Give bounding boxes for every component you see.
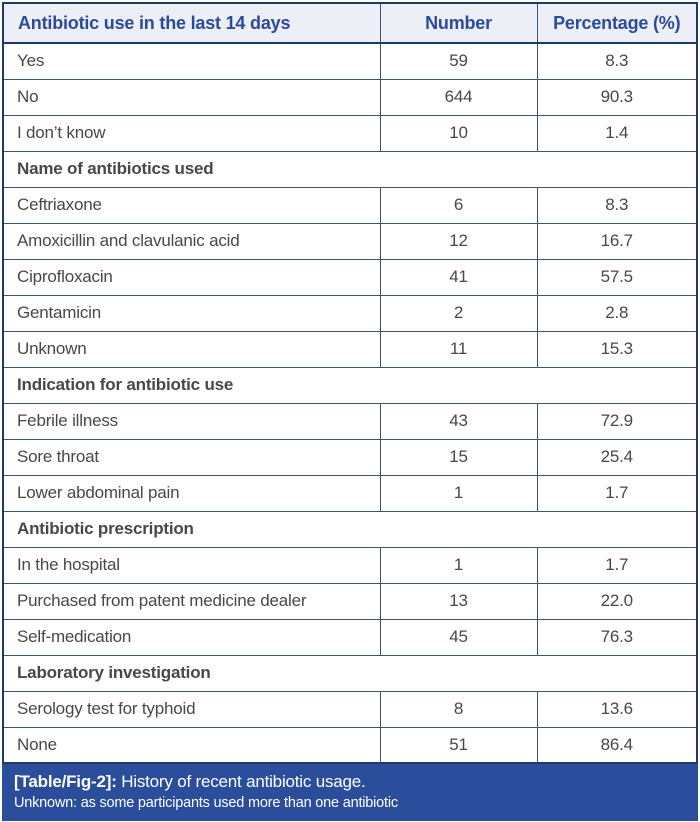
- row-percentage: 2.8: [537, 295, 697, 331]
- row-number: 11: [380, 331, 537, 367]
- section-row: [3, 511, 697, 547]
- section-label: Name of antibiotics used: [3, 151, 697, 187]
- table-row: [3, 115, 697, 151]
- row-percentage: 90.3: [537, 79, 697, 115]
- row-number: 43: [380, 403, 537, 439]
- table-row: [3, 439, 697, 475]
- table-row: [3, 475, 697, 511]
- caption-tag: [Table/Fig-2]:: [14, 772, 117, 791]
- section-row: [3, 367, 697, 403]
- row-label: Yes: [3, 43, 380, 79]
- row-label: Purchased from patent medicine dealer: [3, 583, 380, 619]
- row-percentage: 22.0: [537, 583, 697, 619]
- table-row: [3, 295, 697, 331]
- header-percentage: Percentage (%): [537, 3, 697, 43]
- row-percentage: 8.3: [537, 43, 697, 79]
- header-row: [3, 3, 697, 43]
- row-label: Unknown: [3, 331, 380, 367]
- section-row: [3, 655, 697, 691]
- row-label: Gentamicin: [3, 295, 380, 331]
- row-number: 45: [380, 619, 537, 655]
- row-number: 8: [380, 691, 537, 727]
- row-label: Serology test for typhoid: [3, 691, 380, 727]
- table-row: [3, 583, 697, 619]
- row-label: Ceftriaxone: [3, 187, 380, 223]
- header-variable: Antibiotic use in the last 14 days: [3, 3, 380, 43]
- table-row: [3, 259, 697, 295]
- row-number: 15: [380, 439, 537, 475]
- table-caption-banner: [2, 764, 698, 821]
- table-row: [3, 331, 697, 367]
- row-label: Ciprofloxacin: [3, 259, 380, 295]
- table-header: [3, 3, 697, 43]
- row-number: 6: [380, 187, 537, 223]
- row-number: 59: [380, 43, 537, 79]
- row-percentage: 72.9: [537, 403, 697, 439]
- row-label: No: [3, 79, 380, 115]
- row-label: In the hospital: [3, 547, 380, 583]
- row-percentage: 1.7: [537, 475, 697, 511]
- row-number: 41: [380, 259, 537, 295]
- header-number: Number: [380, 3, 537, 43]
- row-percentage: 13.6: [537, 691, 697, 727]
- row-label: Sore throat: [3, 439, 380, 475]
- row-number: 1: [380, 547, 537, 583]
- antibiotic-usage-table: [2, 2, 698, 764]
- row-percentage: 15.3: [537, 331, 697, 367]
- row-percentage: 16.7: [537, 223, 697, 259]
- caption-note: Unknown: as some participants used more than one antibiotic: [14, 795, 398, 811]
- table-row: [3, 691, 697, 727]
- caption-title-line: [14, 770, 686, 794]
- row-percentage: 86.4: [537, 727, 697, 763]
- row-percentage: 1.4: [537, 115, 697, 151]
- row-percentage: 8.3: [537, 187, 697, 223]
- row-label: Febrile illness: [3, 403, 380, 439]
- row-percentage: 57.5: [537, 259, 697, 295]
- table-row: [3, 403, 697, 439]
- table-row: [3, 547, 697, 583]
- row-percentage: 1.7: [537, 547, 697, 583]
- table-row: [3, 187, 697, 223]
- row-label: Amoxicillin and clavulanic acid: [3, 223, 380, 259]
- table-row: [3, 223, 697, 259]
- section-label: Laboratory investigation: [3, 655, 697, 691]
- section-label: Antibiotic prescription: [3, 511, 697, 547]
- table-row: [3, 619, 697, 655]
- table-row: [3, 43, 697, 79]
- row-number: 13: [380, 583, 537, 619]
- row-number: 10: [380, 115, 537, 151]
- table-row: [3, 727, 697, 763]
- table-row: [3, 79, 697, 115]
- row-label: I don’t know: [3, 115, 380, 151]
- row-percentage: 76.3: [537, 619, 697, 655]
- caption-title: History of recent antibiotic usage.: [121, 772, 366, 791]
- section-row: [3, 151, 697, 187]
- row-number: 1: [380, 475, 537, 511]
- row-label: None: [3, 727, 380, 763]
- row-number: 51: [380, 727, 537, 763]
- row-number: 12: [380, 223, 537, 259]
- row-percentage: 25.4: [537, 439, 697, 475]
- row-label: Lower abdominal pain: [3, 475, 380, 511]
- table-body: [3, 43, 697, 763]
- row-number: 2: [380, 295, 537, 331]
- section-label: Indication for antibiotic use: [3, 367, 697, 403]
- row-label: Self-medication: [3, 619, 380, 655]
- row-number: 644: [380, 79, 537, 115]
